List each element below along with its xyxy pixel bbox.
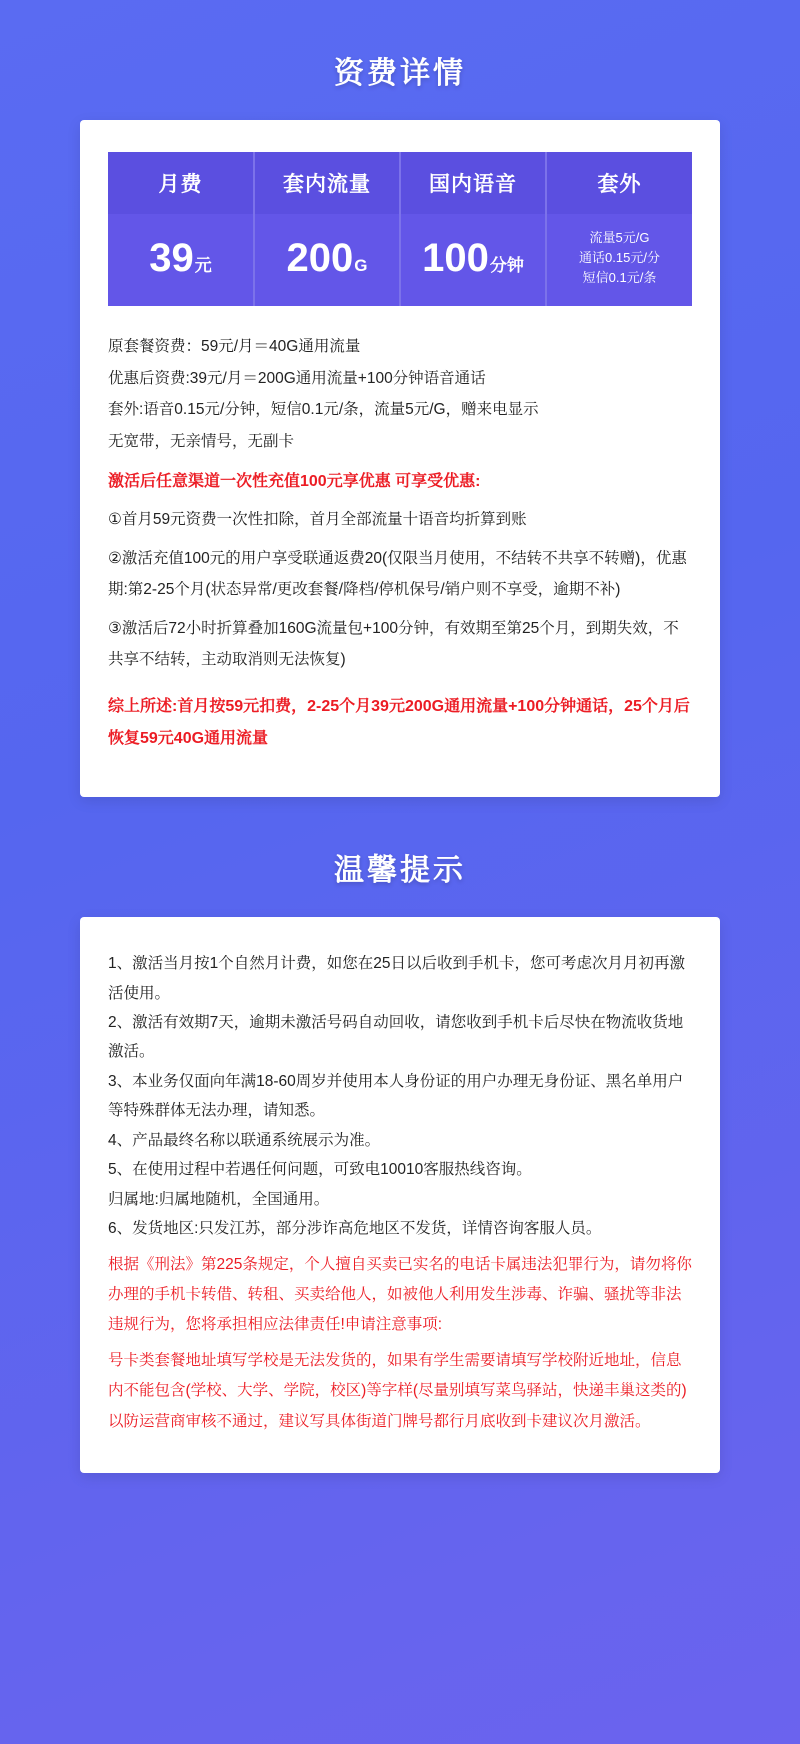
fees-card: [80, 120, 720, 797]
tips-card: [80, 917, 720, 1473]
fees-section-title: 资费详情: [334, 57, 466, 90]
spec-out-of-plan-voice: 通话0.15元/分: [579, 250, 660, 266]
fees-item-1: ①首月59元资费一次性扣除，首月全部流量十语音均折算到账: [108, 511, 527, 529]
spec-out-of-plan-data: 流量5元/G: [589, 230, 650, 245]
spec-cell-included-data: [254, 214, 400, 306]
tips-list: [108, 949, 692, 1243]
tip-item-3: 3、本业务仅面向年满18-60周岁并使用本人身份证的用户办理无身份证、黑名单用户等特殊群体无法办理，请知悉。: [108, 1072, 684, 1120]
spec-header-out-of-plan: 套外: [546, 152, 692, 214]
spec-header-included-data: 套内流量: [254, 152, 400, 214]
spec-unit-domestic-voice: 分钟: [489, 256, 524, 276]
tip-item-location: 归属地:归属地随机，全国通用。: [108, 1190, 330, 1208]
spec-unit-included-data: G: [354, 256, 368, 276]
spec-header-domestic-voice: 国内语音: [400, 152, 546, 214]
tip-item-1: 1、激活当月按1个自然月计费，如您在25日以后收到手机卡，您可考虑次月月初再激活使用。: [108, 955, 685, 1002]
fees-line-original-plan: 原套餐资费：59元/月＝40G通用流量: [108, 338, 361, 356]
spec-header-monthly-fee: 月费: [108, 152, 254, 214]
tips-warning-law: 根据《刑法》第225条规定，个人擅自买卖已实名的电话卡属违法犯罪行为，请勿将你办理的手机卡转借、转租、买卖给他人，如被他人利用发生涉毒、诈骗、骚扰等非法违规行为，您将承担相应法律责任!申请注意事项:: [108, 1255, 692, 1333]
spec-value-included-data: 200: [286, 236, 354, 281]
spec-cell-monthly-fee: [108, 214, 254, 306]
spec-cell-out-of-plan: [546, 214, 692, 306]
spec-out-of-plan-sms: 短信0.1元/条: [582, 270, 657, 286]
tip-item-4: 4、产品最终名称以联通系统展示为准。: [108, 1131, 381, 1149]
tip-item-6: 6、发货地区:只发江苏，部分涉诈高危地区不发货，详情咨询客服人员。: [108, 1220, 602, 1238]
spec-table-header-row: [108, 152, 692, 214]
tips-warning-address: 号卡类套餐地址填写学校是无法发货的，如果有学生需要请填写学校附近地址，信息内不能包含(学校、大学、学院，校区)等字样(尽量别填写菜鸟驿站，快递丰巢这类的)以防运营商审核不通过，建议写具体街道门牌号都行月底收到卡建议次月激活。: [108, 1352, 687, 1430]
spec-cell-domestic-voice: [400, 214, 546, 306]
fees-highlight-recharge: 激活后任意渠道一次性充值100元享优惠 可享受优惠:: [108, 473, 481, 491]
fees-summary: 综上所述:首月按59元扣费，2-25个月39元200G通用流量+100分钟通话，25个月后恢复59元40G通用流量: [108, 698, 690, 748]
tips-section-title: 温馨提示: [334, 854, 466, 888]
spec-value-monthly-fee: 39: [149, 236, 194, 281]
spec-table: [108, 152, 692, 306]
fees-line-no-extras: 无宽带，无亲情号，无副卡: [108, 432, 295, 450]
tip-item-2: 2、激活有效期7天，逾期未激活号码自动回收，请您收到手机卡后尽快在物流收货地激活。: [108, 1014, 684, 1061]
fees-line-discount-plan: 优惠后资费:39元/月＝200G通用流量+100分钟语音通话: [108, 369, 486, 387]
fees-line-out-of-plan: 套外:语音0.15元/分钟，短信0.1元/条，流量5元/G，赠来电显示: [108, 401, 539, 419]
fees-item-3: ③激活后72小时折算叠加160G流量包+100分钟，有效期至第25个月，到期失效，不共享不结转，主动取消则无法恢复): [108, 620, 679, 669]
spec-unit-monthly-fee: 元: [194, 256, 212, 276]
spec-table-value-row: [108, 214, 692, 306]
tip-item-5: 5、在使用过程中若遇任何问题，可致电10010客服热线咨询。: [108, 1161, 532, 1179]
fees-item-2: ②激活充值100元的用户享受联通返费20(仅限当月使用，不结转不共享不转赠)，优惠期:第2-25个月(状态异常/更改套餐/降档/停机保号/销户则不享受，逾期不补): [108, 550, 687, 599]
spec-value-domestic-voice: 100: [422, 236, 489, 281]
